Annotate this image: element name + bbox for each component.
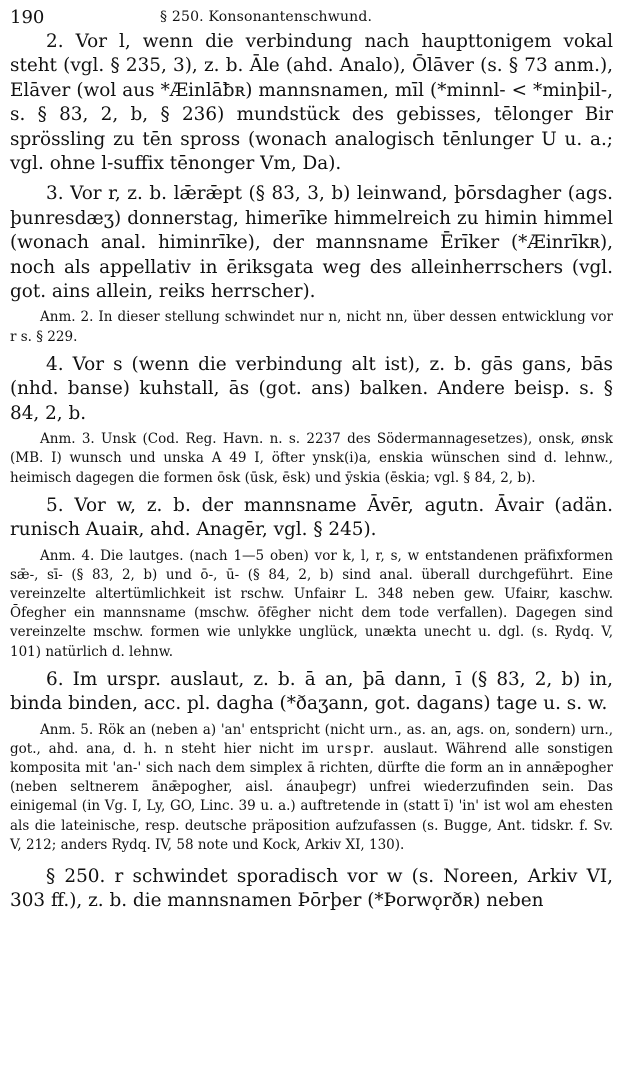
paragraph-text: Vor w, z. b. der mannsname Āvēr, agutn. Āvair (adän. runisch Auaiʀ, ahd. Anagēr, vgl. § 245). xyxy=(10,494,613,541)
page-header xyxy=(10,4,613,30)
note-anm-4 xyxy=(10,547,613,662)
paragraph-label: 2. xyxy=(46,31,64,52)
note-label: Anm. 3. xyxy=(40,431,95,448)
note-text-after: auslaut. Während alle sonstigen komposita mit 'an-' sich nach dem simplex ā richten, dürfte die form an in annǣpogher (neben seltnerem ānǣpogher, aisl. ánauþegr) unfrei wiederzufinden sein. Das einigemal (in Vg. I, Ly, GO, Linc. 39 u. a.) auftretende in (statt ī) 'in' ist wol am ehesten als die lateinische, resp. deutsche präposition aufzufassen (s. Bugge, Ant. tidskr. f. Sv. V, 212; anders Rydq. IV, 58 note und Kock, Arkiv XI, 130). xyxy=(10,740,613,853)
paragraph-label: 4. xyxy=(46,353,64,375)
paragraph-3 xyxy=(10,182,613,304)
paragraph-6 xyxy=(10,668,613,717)
note-anm-5 xyxy=(10,721,613,855)
note-label: Anm. 4. xyxy=(40,547,95,564)
paragraph-2 xyxy=(10,30,613,176)
paragraph-4 xyxy=(10,353,613,426)
running-head: § 250. Konsonantenschwund. xyxy=(160,9,373,25)
note-label: Anm. 2. xyxy=(40,309,94,326)
note-text: Die lautges. (nach 1—5 oben) vor k, l, r, s, w entstandenen präfixformen sǣ-, sī- (§ 83, 2, b) und ō-, ū- (§ 84, 2, b) sind anal. überall durchgeführt. Eine vereinzelte altertümlichkeit ist rschw. Unfaiʀr L. 348 neben gew. Ufaiʀr, kaschw. Ōfegher ein mannsname (mschw. ōfēgher nicht dem tode verfallen). Dagegen sind vereinzelte mschw. formen wie unlykke unglück, unækta unecht u. dgl. (s. Rydq. V, 101) natürlich d. lehnw. xyxy=(10,547,613,660)
paragraph-label: 6. xyxy=(46,668,64,690)
section-label: § 250. xyxy=(46,865,106,887)
note-anm-2 xyxy=(10,308,613,346)
paragraph-text: Vor s (wenn die verbindung alt ist), z. b. gās gans, bās (nhd. banse) kuhstall, ās (got. ans) balken. Andere beisp. s. § 84, 2, b. xyxy=(10,353,613,424)
note-label: Anm. 5. xyxy=(40,721,94,738)
paragraph-label: 5. xyxy=(46,494,64,516)
section-text: r schwindet sporadisch vor w (s. Noreen, Arkiv VI, 303 ff.), z. b. die mannsnamen Þōrþer (*Þorwǫrðʀ) neben xyxy=(10,865,613,912)
note-spaced-word: urspr. xyxy=(326,740,376,757)
note-text: In dieser stellung schwindet nur n, nicht nn, über dessen entwicklung vor r s. § 229. xyxy=(10,309,613,345)
paragraph-text: Im urspr. auslaut, z. b. ā an, þā dann, ī (§ 83, 2, b) in, binda binden, acc. pl. dagha (*ðaʒann, got. dagans) tage u. s. w. xyxy=(10,668,613,715)
paragraph-5 xyxy=(10,494,613,543)
paragraph-label: 3. xyxy=(46,183,64,205)
note-anm-3 xyxy=(10,430,613,488)
section-250 xyxy=(10,865,613,914)
page-number: 190 xyxy=(10,7,45,28)
note-text: Unsk (Cod. Reg. Havn. n. s. 2237 des Södermannagesetzes), onsk, ønsk (MB. I) wunsch und unska A 49 I, öfter ynsk(i)a, enskia wünschen sind d. lehnw., heimisch dagegen die formen ōsk (ūsk, ēsk) und ȳskia (ēskia; vgl. § 84, 2, b). xyxy=(10,431,613,486)
note-text-before: Rök an (neben a) 'an' entspricht (nicht urn., as. an, ags. on, sondern) urn., got., ahd. ana, d. h. n steht hier nicht im xyxy=(10,721,613,757)
paragraph-text: Vor l, wenn die verbindung nach haupttonigem vokal steht (vgl. § 235, 3), z. b. Āle (ahd. Analo), Ōlāver (s. § 73 anm.), Elāver (wol aus *Æinlāƀʀ) mannsnamen, mīl (*minnl- < *minþil-, s. § 83, 2, b, § 236) mundstück des gebisses, tēlonger Bir sprössling zu tēn spross (wonach analogisch tēnlunger U u. a.; vgl. ohne l-suffix tēnonger Vm, Da). xyxy=(10,31,613,175)
paragraph-text: Vor r, z. b. lǣrǣpt (§ 83, 3, b) leinwand, þōrsdagher (ags. þunresdæʒ) donnerstag, himerīke himmelreich zu himin himmel (wonach anal. himinrīke), der mannsname Ērīker (*Æinrīkʀ), noch als appellativ in ēriksgata weg des alleinherrschers (vgl. got. ains allein, reiks herrscher). xyxy=(10,183,613,303)
